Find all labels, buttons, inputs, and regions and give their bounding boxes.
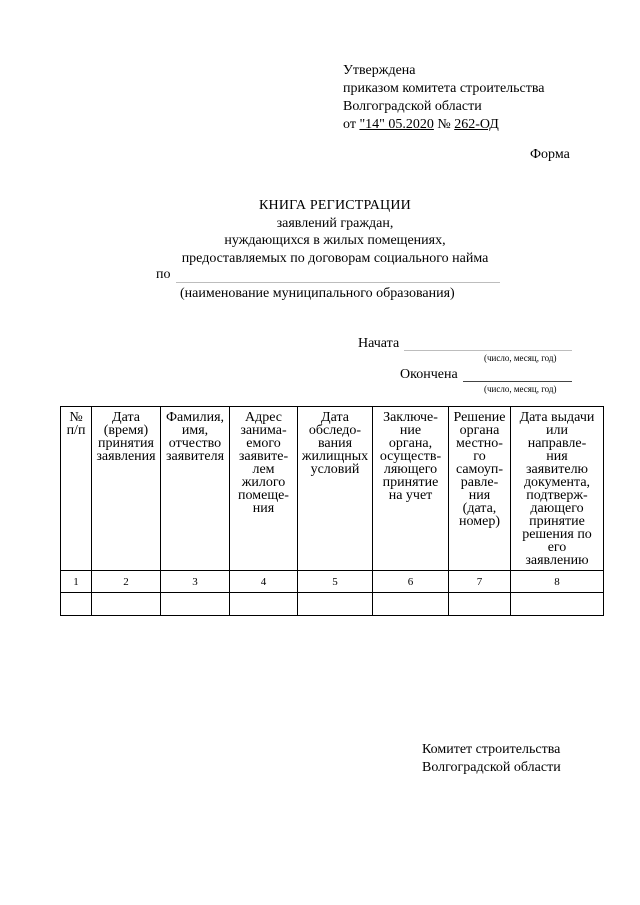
header-line: заявителя xyxy=(165,449,225,464)
header-line: местно- xyxy=(456,436,503,451)
column-number-cell: 7 xyxy=(449,571,511,593)
header-line: емого xyxy=(246,436,281,451)
approval-date-line xyxy=(343,116,545,134)
header-line: ния xyxy=(468,488,491,503)
title-line-2: заявлений граждан, xyxy=(276,215,394,231)
approval-block xyxy=(343,62,545,134)
empty-cell xyxy=(511,593,604,616)
column-number-cell: 5 xyxy=(298,571,373,593)
signature-line-2: Волгоградской области xyxy=(422,760,561,775)
start-date-hint: (число, месяц, год) xyxy=(484,353,557,363)
municipality-note: (наименование муниципального образования) xyxy=(180,286,455,301)
approval-title: Утверждена xyxy=(343,63,416,78)
header-line: направле- xyxy=(527,436,587,451)
header-line: принятие xyxy=(529,514,585,529)
empty-cell xyxy=(61,593,92,616)
approval-order: приказом комитета строительства xyxy=(343,81,545,96)
col-header-date-received xyxy=(92,407,161,571)
col-header-inspection-date xyxy=(298,407,373,571)
header-line: ляющего xyxy=(383,462,438,477)
header-line: ние xyxy=(399,423,422,438)
col-header-applicant-name xyxy=(161,407,230,571)
header-line: принятие xyxy=(382,475,439,490)
approval-region: Волгоградской области xyxy=(343,99,482,114)
header-line: жилищных xyxy=(301,449,369,464)
header-line: заявлению xyxy=(525,553,589,568)
header-line: самоуп- xyxy=(455,462,504,477)
header-line: его xyxy=(547,540,567,555)
start-label: Начата xyxy=(358,336,400,351)
end-date-blank-line xyxy=(463,381,572,382)
signature-line-1: Комитет строительства xyxy=(422,742,561,757)
end-label: Окончена xyxy=(400,367,458,382)
column-number-cell: 1 xyxy=(61,571,92,593)
header-line: или xyxy=(546,423,568,438)
header-line: лем xyxy=(252,462,275,477)
header-line: ния xyxy=(252,501,275,516)
empty-cell xyxy=(298,593,373,616)
header-line: условий xyxy=(310,462,360,477)
header-line: Заключе- xyxy=(383,410,438,425)
empty-cell xyxy=(373,593,449,616)
col-header-number xyxy=(61,407,92,571)
header-line: отчество xyxy=(168,436,222,451)
start-date-blank-line xyxy=(404,350,572,351)
approval-number: 262-ОД xyxy=(454,117,499,132)
header-line: № xyxy=(69,410,83,425)
end-date-hint: (число, месяц, год) xyxy=(484,384,557,394)
form-label: Форма xyxy=(530,147,570,162)
empty-cell xyxy=(161,593,230,616)
header-line: Решение xyxy=(453,410,506,425)
header-line: имя, xyxy=(181,423,209,438)
col-header-conclusion xyxy=(373,407,449,571)
col-header-issue-date xyxy=(511,407,604,571)
header-line: ния xyxy=(546,449,568,464)
header-line: дающего xyxy=(530,501,584,516)
column-number-cell: 4 xyxy=(230,571,298,593)
signature-block xyxy=(422,741,561,777)
header-line: вания xyxy=(317,436,353,451)
approval-from: от xyxy=(343,117,360,132)
title-main: КНИГА РЕГИСТРАЦИИ xyxy=(258,198,411,213)
header-line: осуществ- xyxy=(379,449,442,464)
header-line: заявите- xyxy=(238,449,289,464)
header-line: номер) xyxy=(459,514,500,529)
empty-cell xyxy=(449,593,511,616)
title-line-4: предоставляемых по договорам социального найма xyxy=(181,250,489,266)
table-empty-row xyxy=(61,593,604,616)
header-line: (дата, xyxy=(462,501,497,516)
table-header-row xyxy=(61,407,604,571)
header-line: помеще- xyxy=(238,488,289,503)
header-line: подтверж- xyxy=(526,488,588,503)
header-line: (время) xyxy=(103,423,149,438)
header-line: обследо- xyxy=(308,423,362,438)
header-line: заявления xyxy=(96,449,156,464)
municipality-blank-line xyxy=(176,282,500,283)
column-number-cell: 2 xyxy=(92,571,161,593)
title-po: по xyxy=(156,267,171,282)
header-line: Дата xyxy=(112,410,140,425)
register-table xyxy=(60,406,604,616)
header-line: жилого xyxy=(241,475,286,490)
header-line: го xyxy=(473,449,486,464)
column-number-cell: 6 xyxy=(373,571,449,593)
col-header-address xyxy=(230,407,298,571)
header-line: заявителю xyxy=(525,462,589,477)
header-line: Дата xyxy=(321,410,349,425)
header-line: документа, xyxy=(523,475,591,490)
header-line: Фамилия, xyxy=(165,410,225,425)
header-line: на учет xyxy=(388,488,433,503)
header-line: органа xyxy=(459,423,500,438)
header-line: равле- xyxy=(460,475,499,490)
empty-cell xyxy=(230,593,298,616)
title-line-3: нуждающихся в жилых помещениях, xyxy=(224,233,446,248)
table-number-row xyxy=(61,571,604,593)
document-title xyxy=(120,197,550,267)
header-line: органа, xyxy=(388,436,433,451)
col-header-decision xyxy=(449,407,511,571)
column-number-cell: 8 xyxy=(511,571,604,593)
approval-number-sign: № xyxy=(433,117,455,132)
header-line: п/п xyxy=(66,423,86,438)
header-line: Адрес xyxy=(244,410,282,425)
empty-cell xyxy=(92,593,161,616)
header-line: принятия xyxy=(98,436,154,451)
column-number-cell: 3 xyxy=(161,571,230,593)
approval-date: "14" 05.2020 xyxy=(359,117,434,132)
header-line: занима- xyxy=(240,423,287,438)
header-line: решения по xyxy=(522,527,592,542)
header-line: Дата выдачи xyxy=(519,410,595,425)
